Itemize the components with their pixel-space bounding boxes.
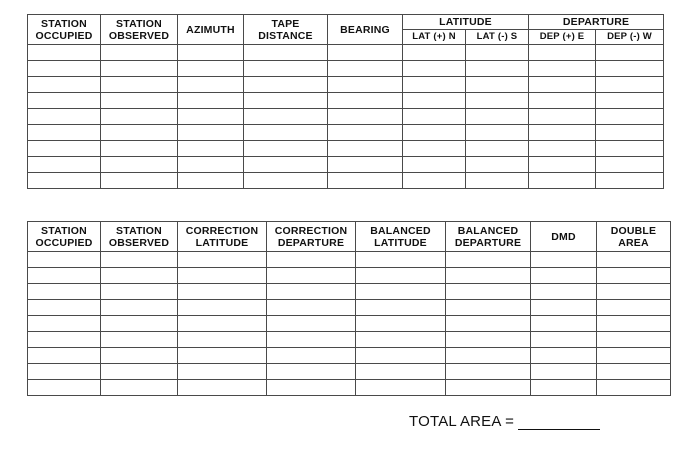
table-cell[interactable] [101, 284, 178, 300]
table-cell[interactable] [531, 284, 597, 300]
table-row [28, 316, 671, 332]
table-cell[interactable] [28, 300, 101, 316]
table-cell[interactable] [466, 125, 529, 141]
table-cell[interactable] [356, 332, 446, 348]
table-cell[interactable] [328, 173, 403, 189]
table-cell[interactable] [466, 45, 529, 61]
table-cell[interactable] [597, 380, 671, 396]
table-cell[interactable] [178, 173, 244, 189]
header-lat-n: LAT (+) N [403, 30, 466, 45]
table-cell[interactable] [597, 284, 671, 300]
table-cell[interactable] [531, 380, 597, 396]
table-cell[interactable] [267, 252, 356, 268]
table-cell[interactable] [356, 284, 446, 300]
table-cell[interactable] [101, 141, 178, 157]
header-dmd: DMD [531, 222, 597, 252]
table-cell[interactable] [403, 77, 466, 93]
table-cell[interactable] [596, 173, 664, 189]
header-double-area: DOUBLE AREA [597, 222, 671, 252]
table-cell[interactable] [28, 157, 101, 173]
table-cell[interactable] [596, 61, 664, 77]
header-station-observed: STATION OBSERVED [101, 15, 178, 45]
table-cell[interactable] [101, 61, 178, 77]
table-cell[interactable] [531, 316, 597, 332]
table-cell[interactable] [446, 364, 531, 380]
table-cell[interactable] [178, 77, 244, 93]
table-cell[interactable] [28, 380, 101, 396]
header-dep-e: DEP (+) E [529, 30, 596, 45]
table-cell[interactable] [244, 77, 328, 93]
table-cell[interactable] [529, 173, 596, 189]
table-cell[interactable] [244, 93, 328, 109]
table-cell[interactable] [101, 77, 178, 93]
table-cell[interactable] [267, 348, 356, 364]
table-cell[interactable] [529, 77, 596, 93]
table-cell[interactable] [244, 45, 328, 61]
table-cell[interactable] [403, 109, 466, 125]
total-area-label: TOTAL AREA = [409, 413, 515, 430]
table-cell[interactable] [531, 268, 597, 284]
table-cell[interactable] [244, 141, 328, 157]
total-area-line [409, 413, 600, 430]
table-cell[interactable] [328, 141, 403, 157]
table-cell[interactable] [101, 348, 178, 364]
table-row [28, 332, 671, 348]
table-cell[interactable] [446, 380, 531, 396]
table-cell[interactable] [178, 332, 267, 348]
table-cell[interactable] [28, 61, 101, 77]
header-balanced-latitude: BALANCED LATITUDE [356, 222, 446, 252]
table-cell[interactable] [28, 93, 101, 109]
table-cell[interactable] [28, 125, 101, 141]
table-cell[interactable] [596, 77, 664, 93]
table-cell[interactable] [529, 125, 596, 141]
table-cell[interactable] [101, 300, 178, 316]
table-cell[interactable] [596, 157, 664, 173]
table-cell[interactable] [328, 77, 403, 93]
area-computation-table-body [28, 252, 671, 396]
table-cell[interactable] [531, 332, 597, 348]
table-cell[interactable] [597, 316, 671, 332]
table-cell[interactable] [101, 157, 178, 173]
table-cell[interactable] [328, 109, 403, 125]
table-cell[interactable] [101, 109, 178, 125]
table-row [28, 300, 671, 316]
table-cell[interactable] [101, 125, 178, 141]
header-correction-latitude: CORRECTION LATITUDE [178, 222, 267, 252]
table-cell[interactable] [267, 364, 356, 380]
table-row [28, 45, 664, 61]
table-row [28, 268, 671, 284]
table-cell[interactable] [178, 380, 267, 396]
header-station-occupied: STATION OCCUPIED [28, 222, 101, 252]
header-latitude: LATITUDE [403, 15, 529, 30]
table-cell[interactable] [466, 157, 529, 173]
table-row [28, 348, 671, 364]
table-cell[interactable] [178, 300, 267, 316]
table-row [28, 380, 671, 396]
table-cell[interactable] [28, 173, 101, 189]
table-cell[interactable] [101, 45, 178, 61]
header-azimuth: AZIMUTH [178, 15, 244, 45]
table-cell[interactable] [328, 45, 403, 61]
table-cell[interactable] [101, 316, 178, 332]
table-cell[interactable] [101, 93, 178, 109]
table-cell[interactable] [466, 93, 529, 109]
table-cell[interactable] [356, 316, 446, 332]
table-cell[interactable] [356, 364, 446, 380]
table-cell[interactable] [446, 268, 531, 284]
traverse-table-body [28, 45, 664, 189]
table-cell[interactable] [403, 45, 466, 61]
header-bearing: BEARING [328, 15, 403, 45]
table-cell[interactable] [267, 380, 356, 396]
area-computation-table [27, 221, 671, 396]
table-cell[interactable] [466, 61, 529, 77]
table-cell[interactable] [596, 45, 664, 61]
table-cell[interactable] [403, 157, 466, 173]
header-tape-distance: TAPE DISTANCE [244, 15, 328, 45]
table-cell[interactable] [529, 93, 596, 109]
table-cell[interactable] [101, 268, 178, 284]
total-area-blank[interactable] [518, 415, 600, 430]
header-balanced-departure: BALANCED DEPARTURE [446, 222, 531, 252]
table-cell[interactable] [403, 93, 466, 109]
header-departure: DEPARTURE [529, 15, 664, 30]
table-cell[interactable] [446, 252, 531, 268]
table-cell[interactable] [28, 316, 101, 332]
table-cell[interactable] [178, 141, 244, 157]
table-cell[interactable] [446, 316, 531, 332]
table-cell[interactable] [531, 348, 597, 364]
table-cell[interactable] [356, 348, 446, 364]
table-cell[interactable] [597, 300, 671, 316]
table-cell[interactable] [178, 61, 244, 77]
table-row [28, 252, 671, 268]
table-cell[interactable] [178, 109, 244, 125]
table-cell[interactable] [28, 109, 101, 125]
table-cell[interactable] [267, 332, 356, 348]
table-cell[interactable] [101, 364, 178, 380]
table-cell[interactable] [328, 157, 403, 173]
header-correction-departure: CORRECTION DEPARTURE [267, 222, 356, 252]
table-cell[interactable] [597, 332, 671, 348]
table-cell[interactable] [597, 348, 671, 364]
table-cell[interactable] [178, 125, 244, 141]
table-row [28, 157, 664, 173]
table-cell[interactable] [328, 93, 403, 109]
table-row [28, 284, 671, 300]
table-cell[interactable] [28, 348, 101, 364]
table-cell[interactable] [403, 125, 466, 141]
table-cell[interactable] [466, 109, 529, 125]
table-cell[interactable] [28, 364, 101, 380]
table-cell[interactable] [28, 45, 101, 61]
table-cell[interactable] [28, 252, 101, 268]
table-cell[interactable] [178, 284, 267, 300]
table-cell[interactable] [597, 252, 671, 268]
table-cell[interactable] [244, 173, 328, 189]
table-cell[interactable] [531, 252, 597, 268]
table-cell[interactable] [446, 300, 531, 316]
table-cell[interactable] [267, 316, 356, 332]
table-cell[interactable] [529, 109, 596, 125]
table-cell[interactable] [403, 61, 466, 77]
table-cell[interactable] [529, 141, 596, 157]
table-cell[interactable] [529, 45, 596, 61]
table-cell[interactable] [596, 93, 664, 109]
table-cell[interactable] [101, 252, 178, 268]
table-cell[interactable] [178, 252, 267, 268]
table-cell[interactable] [178, 268, 267, 284]
table-cell[interactable] [356, 268, 446, 284]
table-cell[interactable] [244, 125, 328, 141]
table-cell[interactable] [531, 364, 597, 380]
table-cell[interactable] [101, 380, 178, 396]
table-cell[interactable] [28, 268, 101, 284]
table-cell[interactable] [403, 173, 466, 189]
table-cell[interactable] [328, 125, 403, 141]
table-cell[interactable] [267, 284, 356, 300]
table-cell[interactable] [244, 61, 328, 77]
table-cell[interactable] [356, 252, 446, 268]
header-station-observed: STATION OBSERVED [101, 222, 178, 252]
table-cell[interactable] [466, 173, 529, 189]
table-cell[interactable] [178, 348, 267, 364]
table-cell[interactable] [597, 268, 671, 284]
table-cell[interactable] [529, 157, 596, 173]
table-cell[interactable] [178, 364, 267, 380]
table-cell[interactable] [529, 61, 596, 77]
table-cell[interactable] [178, 316, 267, 332]
table-cell[interactable] [244, 109, 328, 125]
table-cell[interactable] [446, 332, 531, 348]
table-row [28, 93, 664, 109]
table-cell[interactable] [597, 364, 671, 380]
header-lat-s: LAT (-) S [466, 30, 529, 45]
header-station-occupied: STATION OCCUPIED [28, 15, 101, 45]
table-cell[interactable] [178, 157, 244, 173]
table-cell[interactable] [531, 300, 597, 316]
table-cell[interactable] [28, 77, 101, 93]
table-cell[interactable] [466, 141, 529, 157]
table-cell[interactable] [356, 380, 446, 396]
table-cell[interactable] [446, 284, 531, 300]
table-row [28, 364, 671, 380]
table-cell[interactable] [403, 141, 466, 157]
table-cell[interactable] [596, 141, 664, 157]
table-row [28, 141, 664, 157]
table-cell[interactable] [101, 332, 178, 348]
table-cell[interactable] [356, 300, 446, 316]
table-cell[interactable] [596, 109, 664, 125]
table-cell[interactable] [28, 141, 101, 157]
table-cell[interactable] [328, 61, 403, 77]
table-cell[interactable] [267, 300, 356, 316]
table-row [28, 125, 664, 141]
table-cell[interactable] [244, 157, 328, 173]
table-cell[interactable] [267, 268, 356, 284]
table-cell[interactable] [28, 284, 101, 300]
table-row [28, 173, 664, 189]
traverse-table [27, 14, 664, 189]
table-cell[interactable] [178, 93, 244, 109]
table-row [28, 109, 664, 125]
table-cell[interactable] [178, 45, 244, 61]
table-row [28, 61, 664, 77]
table-row [28, 77, 664, 93]
table-cell[interactable] [446, 348, 531, 364]
table-cell[interactable] [101, 173, 178, 189]
header-dep-w: DEP (-) W [596, 30, 664, 45]
table-cell[interactable] [28, 332, 101, 348]
table-cell[interactable] [466, 77, 529, 93]
table-cell[interactable] [596, 125, 664, 141]
